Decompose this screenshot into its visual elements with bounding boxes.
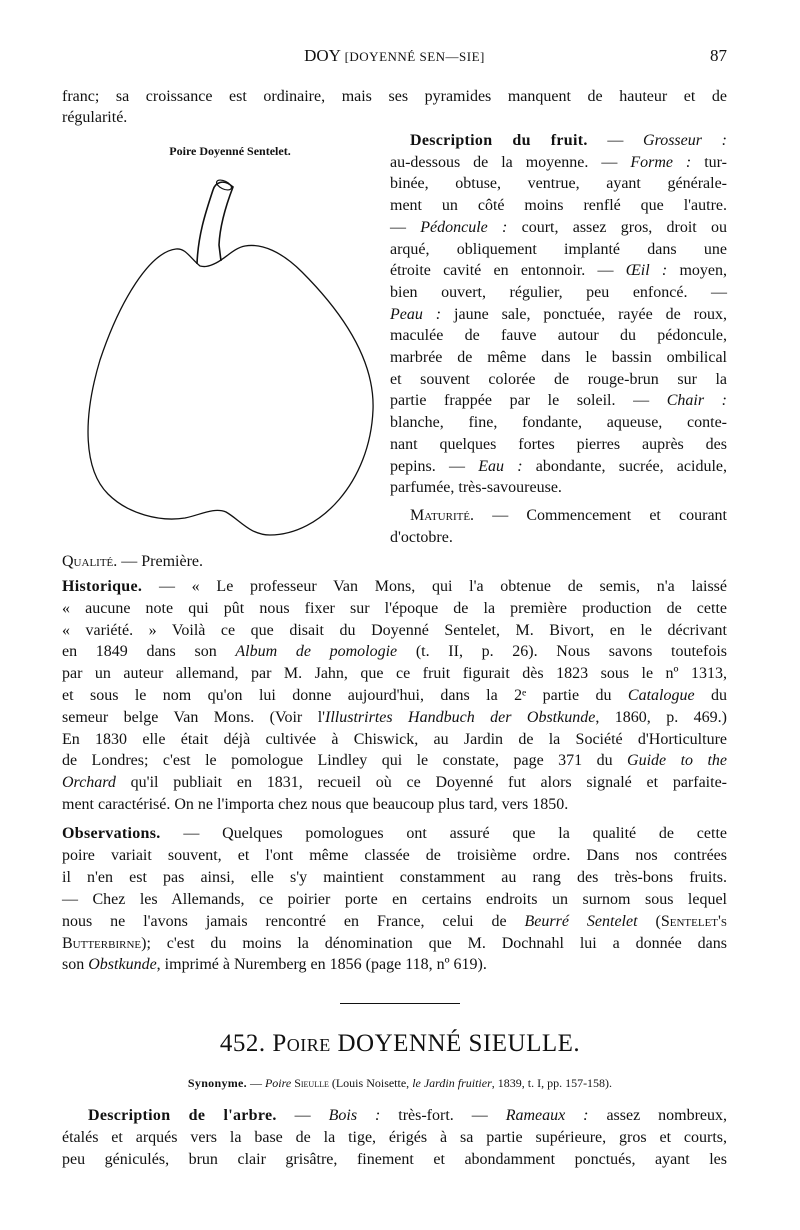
text-line	[62, 867, 727, 889]
text-run: maculée de fauve autour du pédoncule,	[390, 327, 727, 345]
text-line	[62, 933, 727, 955]
text-run: nant quelques fortes pierres auprès des	[390, 435, 727, 453]
text-run: DOYENNÉ SIEULLE.	[330, 1030, 581, 1057]
text-line	[0, 1030, 800, 1058]
text-line	[0, 1076, 800, 1091]
text-line	[390, 527, 727, 549]
run-smallcaps: Sentelet's	[660, 912, 728, 930]
run-italic: Album de pomologie	[235, 643, 398, 661]
text-run: « variété. » Voilà ce que disait du Doyenné Sentelet, M. Bivort, en le décrivant	[62, 621, 727, 639]
running-title-range: [DOYENNÉ SEN—SIE]	[344, 49, 485, 64]
run-heading: Description du fruit.	[410, 132, 588, 149]
tree-description	[62, 1105, 727, 1171]
text-line	[62, 663, 727, 685]
text-line	[62, 551, 462, 573]
run-italic: Chair :	[666, 392, 728, 410]
text-run: nous ne l'avons jamais rencontré en France, celui de	[62, 912, 525, 930]
text-run: qu'il publiait en 1831, recueil où ce Doyenné fut alors signalé et parfaite-	[115, 774, 727, 792]
figure-caption: Poire Doyenné Sentelet.	[169, 144, 291, 158]
run-italic: Forme :	[630, 153, 692, 171]
text-run: franc; sa croissance est ordinaire, mais ses pyramides manquent de hauteur et de	[62, 88, 727, 105]
run-italic: Grosseur :	[643, 132, 727, 149]
text-run: moyen,	[667, 262, 727, 280]
text-run: 452.	[219, 1030, 273, 1057]
text-line	[390, 505, 727, 527]
text-run: très-fort. —	[380, 1107, 506, 1124]
text-line	[390, 239, 727, 261]
text-line	[390, 347, 727, 369]
text-line	[390, 195, 727, 217]
text-line	[390, 152, 727, 174]
run-italic: Bois :	[328, 1107, 381, 1124]
text-run: marbrée de même dans le bassin ombilical	[390, 349, 727, 367]
section-divider	[340, 1003, 460, 1004]
run-italic: Peau :	[390, 305, 442, 323]
text-run: —	[390, 218, 421, 236]
text-run: semeur belge Van Mons. (Voir l'	[62, 708, 326, 726]
text-run: de Londres; c'est le pomologue Lindley qui le constate, page 371 du	[62, 752, 628, 770]
text-run: étroite cavité en entonnoir. —	[390, 262, 626, 280]
text-line	[62, 911, 727, 933]
text-line	[62, 1105, 727, 1127]
quality-paragraph	[62, 551, 462, 573]
text-run: « aucune note qui pût nous fixer sur l'époque de la première production de cette	[62, 599, 727, 617]
text-run: du	[694, 686, 728, 704]
run-heading: Historique.	[62, 578, 143, 595]
text-run: abondante, sucrée, acidule,	[522, 457, 728, 475]
pear-stem-tip	[215, 178, 233, 192]
text-run: ); c'est du moins la dénomination que M. Dochnahl lui a donnée dans	[141, 934, 727, 952]
text-line	[390, 217, 727, 239]
text-run: — Commencement et courant	[474, 507, 727, 524]
text-run: il n'en est pas ainsi, elle s'y maintient constamment au rang des très-bons fruits.	[62, 868, 727, 886]
text-run: étalés et arqués vers la base de la tige, érigés à sa partie supérieure, gros et courts,	[62, 1129, 727, 1146]
text-line	[62, 889, 727, 911]
text-run: ment caractérisé. On ne l'importa chez nous que beaucoup plus tard, vers 1850.	[62, 795, 569, 813]
running-title-main: DOY	[304, 46, 341, 65]
text-line	[390, 456, 727, 478]
text-run: — Quelques pomologues ont assuré que la qualité de cette	[160, 825, 727, 842]
text-run: tur-	[691, 153, 728, 171]
text-run: court, assez gros, droit ou	[507, 218, 728, 236]
text-run: — Première.	[117, 553, 204, 570]
run-smallcaps: Poire	[272, 1030, 331, 1057]
text-line	[62, 685, 727, 707]
text-run: En 1830 elle était déjà cultivée à Chiswick, au Jardin de la Société d'Horticulture	[62, 730, 727, 748]
text-run: (t. II, p. 26). Nous savons toutefois	[397, 643, 727, 661]
text-line	[62, 1127, 727, 1149]
run-heading: Description de l'arbre.	[88, 1107, 277, 1124]
text-line	[62, 598, 727, 620]
text-run: parfumée, très-savoureuse.	[390, 479, 562, 497]
synonym-line	[0, 1076, 800, 1091]
text-run: —	[276, 1107, 329, 1124]
text-run: — Chez les Allemands, ce poirier porte en certains endroits un surnom sous lequel	[62, 890, 727, 908]
text-line	[390, 260, 727, 282]
text-run: bien ouvert, régulier, peu enfoncé. —	[390, 283, 727, 301]
pear-outline	[88, 245, 373, 535]
run-italic: Eau :	[478, 457, 523, 475]
text-run: partie frappée par le soleil. —	[390, 392, 667, 410]
text-line	[62, 845, 727, 867]
text-line	[390, 304, 727, 326]
text-line	[390, 390, 727, 412]
run-italic: Orchard	[62, 774, 116, 792]
text-run: d'octobre.	[390, 528, 453, 546]
text-run: pepins. —	[390, 457, 479, 475]
text-run: , 1860, p. 469.)	[595, 708, 727, 726]
run-heading: Observations.	[62, 825, 161, 842]
text-run: binée, obtuse, ventrue, ayant générale-	[390, 175, 727, 193]
text-run: —	[246, 1076, 265, 1090]
text-line	[62, 823, 727, 845]
run-italic: Guide to the	[627, 752, 728, 770]
text-run: — « Le professeur Van Mons, qui l'a obtenue de semis, n'a laissé	[142, 578, 727, 595]
text-line	[62, 1149, 727, 1171]
page-number: 87	[710, 46, 727, 65]
text-line	[62, 620, 727, 642]
text-run: poire variait souvent, et l'ont même classée de troisième ordre. Dans nos contrées	[62, 846, 727, 864]
text-run: arqué, obliquement implanté dans une	[390, 240, 727, 258]
text-run: en 1849 dans son	[62, 643, 236, 661]
text-line	[390, 412, 727, 434]
run-italic: Catalogue	[627, 686, 695, 704]
text-run: au-dessous de la moyenne. —	[390, 153, 631, 171]
run-italic: Obstkunde	[88, 956, 157, 974]
text-line	[62, 772, 727, 794]
text-run: son	[62, 956, 89, 974]
text-run: régularité.	[62, 109, 128, 126]
text-line	[62, 750, 727, 772]
text-run: ment un côté moins renflé que l'autre.	[390, 197, 727, 215]
run-italic: Œil :	[625, 262, 668, 280]
text-line	[390, 369, 727, 391]
text-run: assez nombreux,	[588, 1107, 728, 1124]
run-smallcaps: Qualité.	[62, 553, 118, 570]
text-line	[62, 729, 727, 751]
run-italic: Beurré Sentelet	[524, 912, 638, 930]
fruit-description	[390, 130, 727, 499]
run-smallcaps: Sieulle	[294, 1076, 329, 1090]
run-italic: Poire	[264, 1076, 292, 1090]
run-italic: le Jardin fruitier	[412, 1076, 492, 1090]
text-line	[390, 173, 727, 195]
run-italic: Rameaux :	[505, 1107, 589, 1124]
text-line	[62, 954, 727, 976]
run-heading: Synonyme.	[187, 1076, 247, 1090]
text-line	[390, 434, 727, 456]
text-run: , imprimé à Nuremberg en 1856 (page 118, nº 619).	[156, 956, 487, 974]
pear-stem	[197, 182, 233, 264]
text-line	[390, 282, 727, 304]
history-paragraph	[62, 576, 727, 816]
text-line	[62, 576, 727, 598]
text-line	[390, 130, 727, 152]
text-line	[62, 641, 727, 663]
run-italic: Pédoncule :	[420, 218, 508, 236]
text-line	[62, 794, 727, 816]
observations-paragraph	[62, 823, 727, 976]
text-run: par un auteur allemand, par M. Jahn, que ce fruit figurait dès 1823 sous le nº 1313,	[62, 665, 727, 683]
run-smallcaps: Maturité.	[410, 507, 475, 524]
text-run: , 1839, t. I, pp. 157-158).	[491, 1076, 613, 1090]
maturity-paragraph	[390, 505, 727, 548]
text-run: (Louis Noisette,	[328, 1076, 413, 1090]
text-run: et souvent colorée de rouge-brun sur la	[390, 370, 727, 388]
text-run: jaune sale, ponctuée, rayée de roux,	[441, 305, 727, 323]
text-run: blanche, fine, fondante, aqueuse, conte-	[390, 414, 727, 432]
section-title	[0, 1030, 800, 1058]
text-run: (	[637, 912, 661, 930]
run-smallcaps: Butterbirne	[62, 934, 142, 952]
text-line	[390, 325, 727, 347]
text-run: —	[587, 132, 644, 149]
text-line	[62, 707, 727, 729]
text-run: et sous le nom qu'on lui donne aujourd'hui, dans la 2ᵉ partie du	[62, 686, 628, 704]
text-line	[390, 477, 727, 499]
text-run: peu géniculés, brun clair grisâtre, finement et abondamment ponctués, ayant les	[62, 1151, 727, 1168]
run-italic: Illustrirtes Handbuch der Obstkunde	[325, 708, 596, 726]
